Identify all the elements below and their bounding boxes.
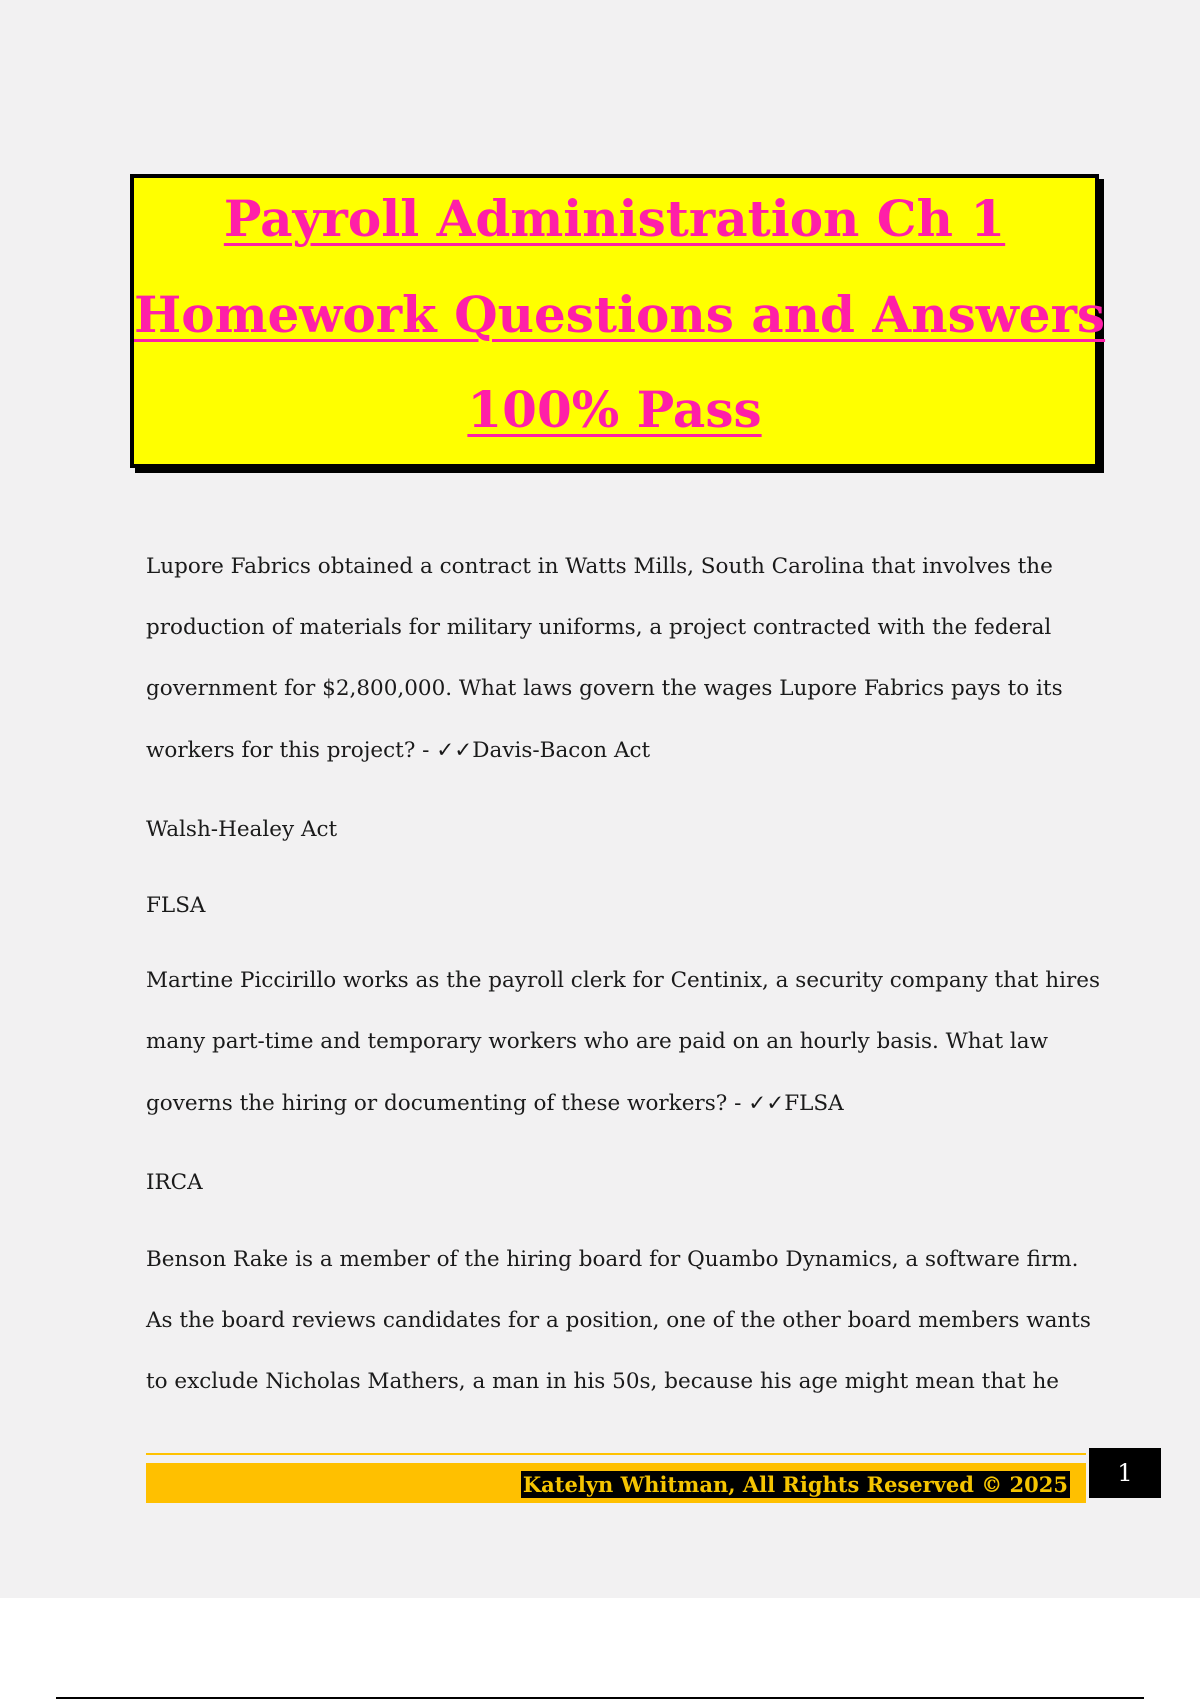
paragraph-line: production of materials for military uniforms, a project contracted with the federal	[146, 615, 1052, 640]
paragraph-line: to exclude Nicholas Mathers, a man in his 50s, because his age might mean that he	[146, 1369, 1060, 1394]
paragraph-line: Walsh-Healey Act	[146, 817, 338, 842]
title-banner	[130, 174, 1106, 468]
paragraph-line: governs the hiring or documenting of these workers? - ✓✓FLSA	[146, 1091, 844, 1116]
footer-bar	[146, 1463, 1086, 1503]
footer-copyright: Katelyn Whitman, All Rights Reserved © 2025	[522, 1472, 1068, 1497]
paragraph-line: IRCA	[146, 1170, 203, 1195]
paragraph-line: As the board reviews candidates for a position, one of the other board members wants	[146, 1308, 1091, 1333]
paragraph-line: FLSA	[146, 893, 206, 918]
bottom-rule	[56, 1697, 1144, 1699]
footer-divider	[146, 1453, 1086, 1455]
paragraph-line: many part-time and temporary workers who are paid on an hourly basis. What law	[146, 1029, 1049, 1054]
title-line-1: Payroll Administration Ch 1	[223, 189, 1006, 248]
title-line-2: Homework Questions and Answers	[134, 285, 1106, 344]
paragraph-line: government for $2,800,000. What laws govern the wages Lupore Fabrics pays to its	[146, 676, 1063, 701]
paragraph-line: workers for this project? - ✓✓Davis-Bacon Act	[146, 738, 651, 763]
paragraph-line: Lupore Fabrics obtained a contract in Watts Mills, South Carolina that involves the	[146, 554, 1053, 579]
paragraph-line: Martine Piccirillo works as the payroll clerk for Centinix, a security company that hires	[146, 968, 1101, 993]
title-line-3: 100% Pass	[467, 380, 762, 439]
paragraph-line: Benson Rake is a member of the hiring board for Quambo Dynamics, a software firm.	[146, 1247, 1079, 1272]
page-number: 1	[1089, 1448, 1161, 1498]
